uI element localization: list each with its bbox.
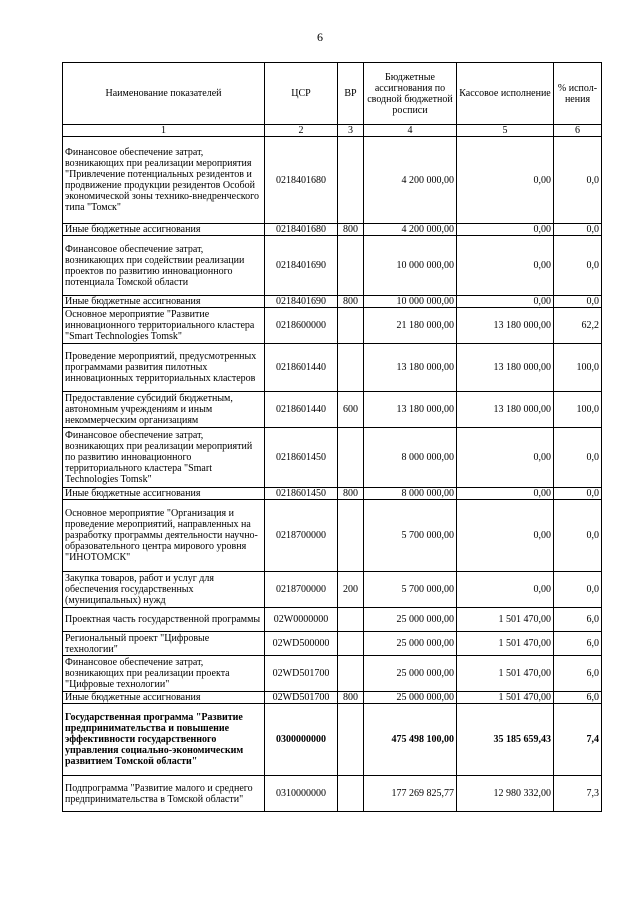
column-index: 3 xyxy=(338,125,364,137)
cell-csr: 02WD501700 xyxy=(265,656,338,692)
cell-percent: 0,0 xyxy=(554,236,602,296)
cell-csr: 0218401690 xyxy=(265,236,338,296)
table-row xyxy=(63,656,602,692)
cell-csr: 0300000000 xyxy=(265,704,338,776)
column-index: 6 xyxy=(554,125,602,137)
table-row xyxy=(63,308,602,344)
table-body xyxy=(63,137,602,812)
cell-name: Иные бюджетные ассигнования xyxy=(63,224,265,236)
cell-cash-execution: 0,00 xyxy=(457,500,554,572)
cell-vr: 800 xyxy=(338,488,364,500)
table-row xyxy=(63,428,602,488)
cell-name: Основное мероприятие "Развитие инновационного территориального кластера "Smart Technologies Tomsk" xyxy=(63,308,265,344)
cell-assignments: 4 200 000,00 xyxy=(364,137,457,224)
cell-assignments: 13 180 000,00 xyxy=(364,392,457,428)
cell-csr: 0218401680 xyxy=(265,224,338,236)
cell-name: Предоставление субсидий бюджетным, автономным учреждениям и иным некоммерческим организациям xyxy=(63,392,265,428)
cell-csr: 0218700000 xyxy=(265,500,338,572)
cell-assignments: 475 498 100,00 xyxy=(364,704,457,776)
cell-percent: 0,0 xyxy=(554,137,602,224)
header-assignments: Бюджетные ассигнования по сводной бюджетной росписи xyxy=(364,63,457,125)
table-row xyxy=(63,776,602,812)
cell-assignments: 10 000 000,00 xyxy=(364,236,457,296)
table-row xyxy=(63,500,602,572)
cell-name: Государственная программа "Развитие предпринимательства и повышение эффективности государственного управления социально-экономическим развитием Томской области" xyxy=(63,704,265,776)
cell-percent: 0,0 xyxy=(554,224,602,236)
cell-name: Проведение мероприятий, предусмотренных программами развития пилотных инновационных территориальных кластеров xyxy=(63,344,265,392)
header-row xyxy=(63,63,602,125)
cell-csr: 02WD501700 xyxy=(265,692,338,704)
header-name: Наименование показателей xyxy=(63,63,265,125)
cell-name: Закупка товаров, работ и услуг для обеспечения государственных (муниципальных) нужд xyxy=(63,572,265,608)
table-row xyxy=(63,296,602,308)
column-index-row xyxy=(63,125,602,137)
cell-vr xyxy=(338,608,364,632)
cell-cash-execution: 1 501 470,00 xyxy=(457,692,554,704)
table-row xyxy=(63,608,602,632)
cell-vr: 200 xyxy=(338,572,364,608)
cell-vr xyxy=(338,656,364,692)
table-row xyxy=(63,692,602,704)
header-csr: ЦСР xyxy=(265,63,338,125)
cell-cash-execution: 13 180 000,00 xyxy=(457,344,554,392)
cell-csr: 0218401680 xyxy=(265,137,338,224)
cell-cash-execution: 0,00 xyxy=(457,137,554,224)
cell-cash-execution: 0,00 xyxy=(457,224,554,236)
cell-csr: 02W0000000 xyxy=(265,608,338,632)
cell-percent: 100,0 xyxy=(554,392,602,428)
cell-percent: 0,0 xyxy=(554,500,602,572)
cell-assignments: 25 000 000,00 xyxy=(364,692,457,704)
cell-vr xyxy=(338,308,364,344)
cell-assignments: 25 000 000,00 xyxy=(364,608,457,632)
cell-vr xyxy=(338,500,364,572)
cell-percent: 6,0 xyxy=(554,608,602,632)
cell-vr xyxy=(338,236,364,296)
cell-percent: 7,3 xyxy=(554,776,602,812)
cell-assignments: 8 000 000,00 xyxy=(364,428,457,488)
cell-assignments: 5 700 000,00 xyxy=(364,572,457,608)
table-row xyxy=(63,704,602,776)
cell-percent: 62,2 xyxy=(554,308,602,344)
cell-vr: 800 xyxy=(338,692,364,704)
cell-vr xyxy=(338,344,364,392)
cell-cash-execution: 12 980 332,00 xyxy=(457,776,554,812)
page-number: 6 xyxy=(317,30,323,44)
column-index: 1 xyxy=(63,125,265,137)
cell-csr: 0218601450 xyxy=(265,488,338,500)
table-row xyxy=(63,392,602,428)
cell-name: Иные бюджетные ассигнования xyxy=(63,296,265,308)
cell-vr xyxy=(338,428,364,488)
cell-csr: 0218600000 xyxy=(265,308,338,344)
cell-assignments: 5 700 000,00 xyxy=(364,500,457,572)
cell-assignments: 25 000 000,00 xyxy=(364,632,457,656)
cell-name: Иные бюджетные ассигнования xyxy=(63,488,265,500)
cell-name: Финансовое обеспечение затрат, возникающих при содействии реализации проектов по развитию инновационного потенциала Томской области xyxy=(63,236,265,296)
cell-cash-execution: 0,00 xyxy=(457,236,554,296)
cell-name: Финансовое обеспечение затрат, возникающих при реализации мероприятия "Привлечение потенциальных резидентов и продвижение продукции резидентов Особой экономической зоны технико-внедренческого типа "Томск" xyxy=(63,137,265,224)
column-index: 2 xyxy=(265,125,338,137)
cell-percent: 6,0 xyxy=(554,692,602,704)
cell-assignments: 13 180 000,00 xyxy=(364,344,457,392)
cell-name: Иные бюджетные ассигнования xyxy=(63,692,265,704)
table-row xyxy=(63,572,602,608)
cell-percent: 7,4 xyxy=(554,704,602,776)
column-index: 5 xyxy=(457,125,554,137)
cell-cash-execution: 0,00 xyxy=(457,488,554,500)
table-row xyxy=(63,488,602,500)
cell-cash-execution: 0,00 xyxy=(457,572,554,608)
table-row xyxy=(63,632,602,656)
cell-cash-execution: 13 180 000,00 xyxy=(457,308,554,344)
cell-name: Финансовое обеспечение затрат, возникающих при реализации мероприятий по развитию инновационного территориального кластера "Smart Technologies Tomsk" xyxy=(63,428,265,488)
cell-name: Подпрограмма "Развитие малого и среднего предпринимательства в Томской области" xyxy=(63,776,265,812)
cell-vr: 800 xyxy=(338,296,364,308)
cell-percent: 100,0 xyxy=(554,344,602,392)
table-row xyxy=(63,137,602,224)
cell-name: Проектная часть государственной программы xyxy=(63,608,265,632)
cell-assignments: 10 000 000,00 xyxy=(364,296,457,308)
table-row xyxy=(63,236,602,296)
cell-csr: 0218401690 xyxy=(265,296,338,308)
header-cash-execution: Кассовое исполнение xyxy=(457,63,554,125)
cell-percent: 0,0 xyxy=(554,488,602,500)
cell-csr: 0310000000 xyxy=(265,776,338,812)
table-row xyxy=(63,344,602,392)
cell-vr xyxy=(338,137,364,224)
header-percent: % испол-нения xyxy=(554,63,602,125)
cell-csr: 0218700000 xyxy=(265,572,338,608)
cell-vr: 800 xyxy=(338,224,364,236)
cell-assignments: 4 200 000,00 xyxy=(364,224,457,236)
cell-vr xyxy=(338,632,364,656)
cell-percent: 6,0 xyxy=(554,632,602,656)
cell-vr xyxy=(338,704,364,776)
cell-percent: 6,0 xyxy=(554,656,602,692)
cell-cash-execution: 0,00 xyxy=(457,428,554,488)
cell-assignments: 177 269 825,77 xyxy=(364,776,457,812)
cell-name: Основное мероприятие "Организация и проведение мероприятий, направленных на разработку программы деятельности научно-образовательного центра мирового уровня "ИНОТОМСК" xyxy=(63,500,265,572)
cell-percent: 0,0 xyxy=(554,572,602,608)
cell-cash-execution: 0,00 xyxy=(457,296,554,308)
cell-csr: 0218601440 xyxy=(265,344,338,392)
cell-cash-execution: 1 501 470,00 xyxy=(457,656,554,692)
cell-vr: 600 xyxy=(338,392,364,428)
column-index: 4 xyxy=(364,125,457,137)
cell-csr: 02WD500000 xyxy=(265,632,338,656)
cell-name: Финансовое обеспечение затрат, возникающих при реализации проекта "Цифровые технологии" xyxy=(63,656,265,692)
cell-assignments: 8 000 000,00 xyxy=(364,488,457,500)
header-vr: ВР xyxy=(338,63,364,125)
cell-name: Региональный проект "Цифровые технологии" xyxy=(63,632,265,656)
table-row xyxy=(63,224,602,236)
cell-cash-execution: 1 501 470,00 xyxy=(457,632,554,656)
cell-csr: 0218601440 xyxy=(265,392,338,428)
cell-vr xyxy=(338,776,364,812)
cell-percent: 0,0 xyxy=(554,428,602,488)
cell-percent: 0,0 xyxy=(554,296,602,308)
cell-assignments: 25 000 000,00 xyxy=(364,656,457,692)
cell-csr: 0218601450 xyxy=(265,428,338,488)
cell-cash-execution: 35 185 659,43 xyxy=(457,704,554,776)
cell-cash-execution: 13 180 000,00 xyxy=(457,392,554,428)
cell-cash-execution: 1 501 470,00 xyxy=(457,608,554,632)
cell-assignments: 21 180 000,00 xyxy=(364,308,457,344)
budget-table xyxy=(62,62,602,812)
